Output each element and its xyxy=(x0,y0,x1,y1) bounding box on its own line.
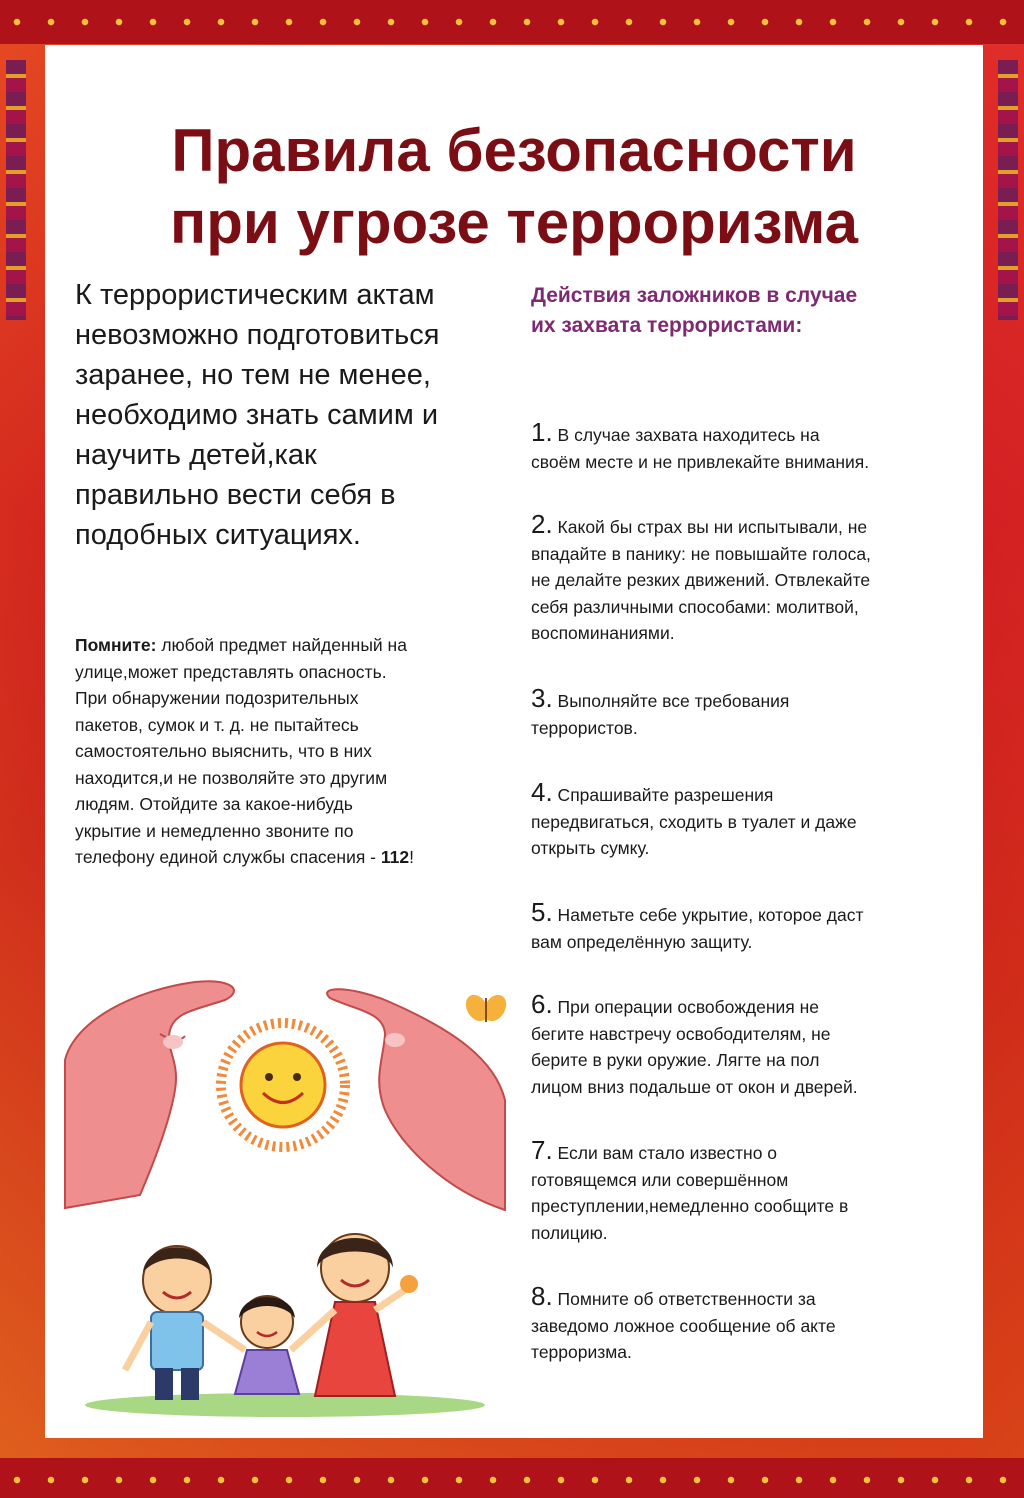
action-step xyxy=(531,511,971,647)
step-text: Помните об ответственности за заведомо ложное сообщение об акте терроризма. xyxy=(531,1289,836,1362)
poster-sheet xyxy=(45,45,983,1438)
remember-paragraph xyxy=(75,632,515,871)
right-ornament xyxy=(998,60,1018,320)
remember-text: любой предмет найденный на улице,может представлять опасность. При обнаружении подозрительных пакетов, сумок и т. д. не пытайтесь самостоятельно выяснить, что в них находится,и не позволяйте это другим людям. Отойдите за какое-нибудь укрытие и немедленно звоните по телефону единой службы спасения - xyxy=(75,635,407,867)
step-number: 6. xyxy=(531,989,553,1019)
step-text: Выполняйте все требования террористов. xyxy=(531,691,790,738)
butterfly-icon xyxy=(461,991,510,1025)
left-ornament xyxy=(6,60,26,320)
title-line-1: Правила безопасности xyxy=(171,117,857,184)
family-icon xyxy=(85,1234,485,1417)
actions-heading: Действия заложников в случае их захвата террористами: xyxy=(531,284,858,337)
step-text: Спрашивайте разрешения передвигаться, сходить в туалет и даже открыть сумку. xyxy=(531,785,857,858)
step-text: При операции освобождения не бегите навстречу освободителям, не берите в руки оружие. Лягте на пол лицом вниз подальше от окон и дверей. xyxy=(531,997,858,1097)
action-step xyxy=(531,685,971,741)
remember-end: ! xyxy=(409,847,414,867)
actions-column xyxy=(531,281,971,1362)
action-step xyxy=(531,1137,971,1246)
step-number: 1. xyxy=(531,417,553,447)
sun-icon xyxy=(221,1023,345,1147)
remember-label: Помните: xyxy=(75,635,157,655)
action-step xyxy=(531,899,971,955)
poster-title xyxy=(45,115,983,259)
step-number: 8. xyxy=(531,1281,553,1311)
step-number: 4. xyxy=(531,777,553,807)
intro-paragraph: К террористическим актам невозможно подготовиться заранее, но тем не менее, необходимо знать самим и научить детей,как правильно вести себя в подобных ситуациях. xyxy=(75,279,440,551)
step-text: В случае захвата находитесь на своём месте и не привлекайте внимания. xyxy=(531,425,870,472)
step-text: Какой бы страх вы ни испытывали, не впадайте в панику: не повышайте голоса, не делайте резких движений. Отвлекайте себя различными способами: молитвой, воспоминаниями. xyxy=(531,517,871,643)
step-number: 2. xyxy=(531,509,553,539)
action-step xyxy=(531,419,971,475)
action-step xyxy=(531,779,971,862)
emergency-phone: 112 xyxy=(380,847,410,867)
title-line-2: при угрозе терроризма xyxy=(170,189,858,256)
step-number: 3. xyxy=(531,683,553,713)
bottom-dot-border xyxy=(0,1476,1024,1484)
step-text: Наметьте себе укрытие, которое даст вам определённую защиту. xyxy=(531,905,864,952)
action-step xyxy=(531,1283,971,1366)
action-step xyxy=(531,991,971,1100)
top-dot-border xyxy=(0,18,1024,26)
step-text: Если вам стало известно о готовящемся или совершённом преступлении,немедленно сообщите в полицию. xyxy=(531,1143,849,1243)
family-illustration xyxy=(55,950,515,1420)
step-number: 7. xyxy=(531,1135,553,1165)
step-number: 5. xyxy=(531,897,553,927)
